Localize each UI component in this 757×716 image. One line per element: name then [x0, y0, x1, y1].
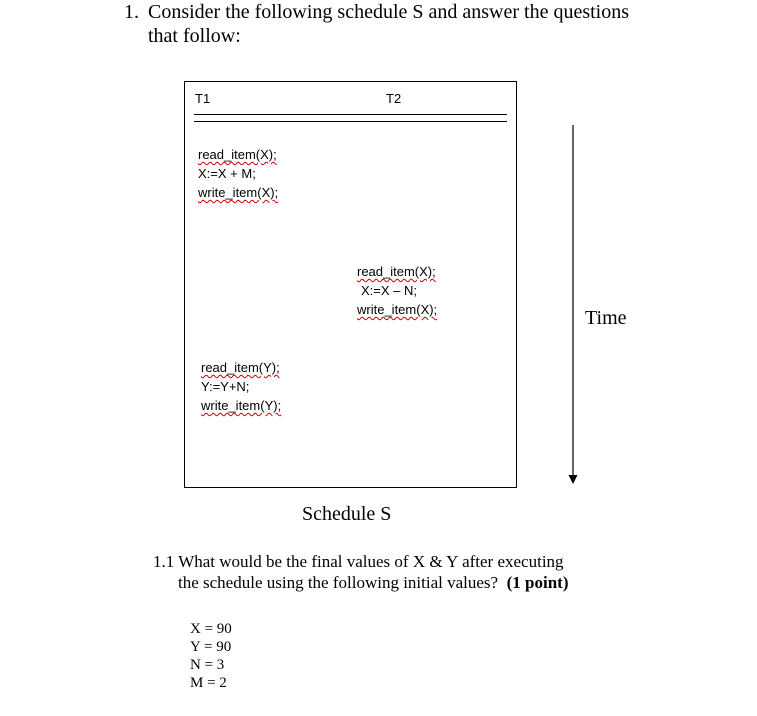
t2-op-write-x: write_item(X); — [357, 302, 438, 317]
t2-op-read-x: read_item(X); — [357, 264, 436, 279]
t1-column-header: T1 — [195, 91, 211, 106]
t1-op-write-y: write_item(Y); — [201, 398, 282, 413]
header-separator — [194, 114, 507, 122]
schedule-caption: Schedule S — [302, 503, 392, 525]
t2-column-header: T2 — [386, 91, 402, 106]
t1-op-read-y: read_item(Y); — [201, 360, 280, 375]
t1-op-write-x: write_item(X); — [198, 185, 279, 200]
t1-operations-block1 — [198, 145, 278, 202]
t1-op-assign-y: Y:=Y+N; — [201, 379, 250, 394]
initial-value-x: X = 90 — [190, 621, 232, 637]
subquestion-text-line1: 1.1 What would be the final values of X & Y after executing — [153, 552, 564, 571]
subquestion-text-line2: the schedule using the following initial values? (1 point) — [178, 573, 569, 592]
question-number: 1. — [124, 1, 139, 23]
question-text-line2: that follow: — [148, 25, 241, 47]
t2-op-assign-x: X:=X – N; — [361, 283, 417, 298]
initial-value-n: N = 3 — [190, 657, 225, 673]
t1-op-assign-x: X:=X + M; — [198, 166, 256, 181]
question-text-line1: Consider the following schedule S and answer the questions — [148, 1, 630, 23]
initial-value-m: M = 2 — [190, 675, 227, 691]
t2-operations-block — [357, 262, 437, 319]
points-label: (1 point) — [506, 573, 569, 592]
time-arrow-icon — [567, 125, 579, 485]
time-label: Time — [585, 307, 627, 329]
initial-value-y: Y = 90 — [190, 639, 232, 655]
schedule-table — [184, 81, 517, 488]
t1-operations-block2 — [201, 358, 281, 415]
t1-op-read-x: read_item(X); — [198, 147, 277, 162]
